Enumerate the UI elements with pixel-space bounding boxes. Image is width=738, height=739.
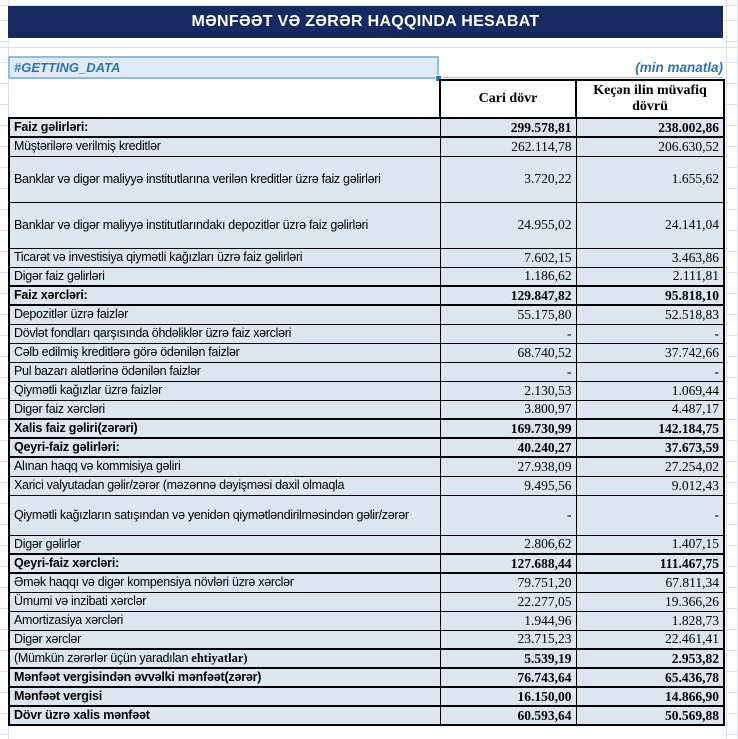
row-label-cell[interactable] (9, 630, 440, 649)
table-row (9, 267, 724, 286)
row-label-cell[interactable] (9, 267, 440, 286)
getting-data-cell[interactable] (8, 56, 439, 79)
table-row (9, 118, 724, 137)
table-row (9, 305, 724, 324)
table-row (9, 611, 724, 630)
row-label-cell[interactable] (9, 687, 440, 706)
previous-period-value-cell[interactable]: 27.254,02 (576, 457, 724, 476)
previous-period-value-cell[interactable]: 67.811,34 (576, 573, 724, 592)
row-label-cell[interactable] (9, 668, 440, 687)
previous-period-value-cell[interactable]: 4.487,17 (576, 400, 724, 419)
unit-note[interactable]: (min manatla) (635, 60, 723, 75)
row-label: Müştərilərə verilmiş kreditlər (14, 139, 161, 154)
row-label-cell[interactable] (9, 476, 440, 495)
row-label-cell[interactable] (9, 649, 440, 668)
previous-period-value-cell[interactable]: 19.366,26 (576, 592, 724, 611)
current-period-value-cell[interactable]: 60.593,64 (440, 706, 576, 725)
row-label: Qiymətli kağızlar üzrə faizlər (14, 383, 162, 397)
table-row (9, 592, 724, 611)
current-period-value-cell[interactable]: 5.539,19 (440, 649, 576, 668)
empty-header-cell[interactable] (9, 80, 440, 118)
row-label-cell[interactable] (9, 381, 440, 400)
gridline-vertical (726, 0, 727, 739)
table-row (9, 156, 724, 202)
report-title: MƏNFƏƏT VƏ ZƏRƏR HAQQINDA HESABAT (191, 13, 540, 30)
current-period-value-cell[interactable]: 299.578,81 (440, 118, 576, 137)
previous-period-value-cell[interactable]: 111.467,75 (576, 554, 724, 573)
row-label-cell[interactable] (9, 137, 440, 156)
table-row (9, 573, 724, 592)
previous-period-value-cell[interactable]: 1.828,73 (576, 611, 724, 630)
table-row (9, 343, 724, 362)
current-period-value-cell[interactable]: 68.740,52 (440, 343, 576, 362)
table-row (9, 400, 724, 419)
row-label: Faiz xərcləri: (14, 288, 88, 302)
row-label: Ümumi və inzibati xərclər (14, 594, 147, 608)
current-period-value-cell[interactable]: 169.730,99 (440, 419, 576, 438)
table-row (9, 668, 724, 687)
row-label-cell[interactable] (9, 495, 440, 535)
row-label: Mənfəət vergisi (14, 689, 103, 703)
row-label-cell[interactable] (9, 343, 440, 362)
current-period-value-cell[interactable]: 55.175,80 (440, 305, 576, 324)
row-label-cell[interactable] (9, 438, 440, 457)
table-row (9, 457, 724, 476)
row-label-cell[interactable] (9, 535, 440, 554)
row-label: Faiz gəlirləri: (14, 120, 89, 134)
column-header-previous-period[interactable]: Keçən ilin müvafiq dövrü (576, 80, 724, 118)
table-row (9, 286, 724, 305)
current-period-value-cell[interactable]: 3.800,97 (440, 400, 576, 419)
row-label-cell[interactable] (9, 118, 440, 137)
row-label-cell[interactable] (9, 592, 440, 611)
previous-period-value-cell[interactable]: 142.184,75 (576, 419, 724, 438)
table-row (9, 495, 724, 535)
row-label: Xarici valyutadan gəlir/zərər (məzənnə dəyişməsi daxil olmaqla (14, 478, 345, 492)
table-row (9, 137, 724, 156)
previous-period-value-cell[interactable]: - (576, 495, 724, 535)
row-label-cell[interactable] (9, 457, 440, 476)
table-row (9, 248, 724, 267)
row-label: Qiymətli kağızların satışından və yenidən qiymətləndirilməsindən gəlir/zərər (14, 507, 409, 522)
table-row (9, 324, 724, 343)
row-label-cell[interactable] (9, 286, 440, 305)
previous-period-value-cell[interactable]: 1.407,15 (576, 535, 724, 554)
row-label: Digər gəlirlər (14, 536, 81, 551)
previous-period-value-cell[interactable]: 3.463,86 (576, 248, 724, 267)
row-label: Alınan haqq və kommisiya gəliri (14, 459, 181, 474)
table-row (9, 687, 724, 706)
table-row (9, 649, 724, 668)
previous-period-value-cell[interactable]: 2.953,82 (576, 649, 724, 668)
row-label-emphasis: ehtiyatlar) (191, 651, 248, 665)
row-label: Depozitlər üzrə faizlər (14, 307, 128, 322)
row-label-cell[interactable] (9, 305, 440, 324)
previous-period-value-cell[interactable]: 37.673,59 (576, 438, 724, 457)
row-label-cell[interactable] (9, 611, 440, 630)
previous-period-value-cell[interactable]: - (576, 324, 724, 343)
table-row (9, 535, 724, 554)
previous-period-value-cell[interactable]: 238.002,86 (576, 118, 724, 137)
row-label-cell[interactable] (9, 573, 440, 592)
current-period-value-cell[interactable]: 2.130,53 (440, 381, 576, 400)
row-label: Ticarət və investisiya qiymətli kağızları üzrə faiz gəlirləri (14, 250, 303, 264)
previous-period-value-cell[interactable]: 65.436,78 (576, 668, 724, 687)
row-label-cell[interactable] (9, 419, 440, 438)
current-period-value-cell[interactable]: 79.751,20 (440, 573, 576, 592)
row-label: Banklar və digər maliyyə institutlarına verilən kreditlər üzrə faiz gəlirləri (14, 171, 381, 186)
table-row (9, 706, 724, 725)
current-period-value-cell[interactable]: 22.277,05 (440, 592, 576, 611)
table-row (9, 202, 724, 248)
row-label-cell[interactable] (9, 248, 440, 267)
left-margin-gridlines (0, 0, 8, 739)
row-label: Cəlb edilmiş kreditlərə görə ödənilən faizlər (14, 345, 240, 359)
row-label-cell[interactable] (9, 156, 440, 202)
current-period-value-cell[interactable]: 16.150,00 (440, 687, 576, 706)
report-title-bar[interactable] (8, 6, 723, 38)
previous-period-value-cell[interactable]: 37.742,66 (576, 343, 724, 362)
previous-period-value-cell[interactable]: 24.141,04 (576, 202, 724, 248)
current-period-value-cell[interactable]: 262.114,78 (440, 137, 576, 156)
previous-period-value-cell[interactable]: 9.012,43 (576, 476, 724, 495)
previous-period-value-cell[interactable]: 206.630,52 (576, 137, 724, 156)
current-period-value-cell[interactable]: 7.602,15 (440, 248, 576, 267)
current-period-value-cell[interactable]: - (440, 495, 576, 535)
row-label-cell[interactable] (9, 706, 440, 725)
previous-period-value-cell[interactable]: 52.518,83 (576, 305, 724, 324)
current-period-value-cell[interactable]: 23.715,23 (440, 630, 576, 649)
current-period-value-cell[interactable]: 27.938,09 (440, 457, 576, 476)
previous-period-value-cell[interactable]: - (576, 362, 724, 381)
current-period-value-cell[interactable]: - (440, 362, 576, 381)
row-label: Digər xərclər (14, 631, 81, 646)
table-row (9, 554, 724, 573)
current-period-value-cell[interactable]: 127.688,44 (440, 554, 576, 573)
row-label: Digər faiz gəlirləri (14, 268, 105, 283)
table-header-row (9, 80, 724, 118)
table-row (9, 630, 724, 649)
current-period-value-cell[interactable]: 40.240,27 (440, 438, 576, 457)
table-row (9, 362, 724, 381)
current-period-value-cell[interactable]: 3.720,22 (440, 156, 576, 202)
row-label: Digər faiz xərcləri (14, 401, 105, 416)
current-period-value-cell[interactable]: 9.495,56 (440, 476, 576, 495)
table-row (9, 419, 724, 438)
row-label: Dövr üzrə xalis mənfəət (14, 708, 150, 722)
row-label: Dövlət fondları qarşısında öhdəliklər üzrə faiz xərcləri (14, 326, 292, 340)
previous-period-value-cell[interactable]: 1.655,62 (576, 156, 724, 202)
column-header-current-period[interactable]: Cari dövr (440, 80, 576, 118)
row-label: (Mümkün zərərlər üçün yaradılan (14, 651, 192, 665)
current-period-value-cell[interactable]: 2.806,62 (440, 535, 576, 554)
row-label: Xalis faiz gəliri(zərəri) (14, 421, 138, 435)
table-row (9, 438, 724, 457)
row-label-cell[interactable] (9, 202, 440, 248)
gridline-horizontal (0, 47, 738, 48)
profit-loss-table (8, 79, 725, 726)
row-label: Əmək haqqı və digər kompensiya növləri üzrə xərclər (14, 575, 294, 590)
row-label-cell[interactable] (9, 324, 440, 343)
previous-period-value-cell[interactable]: 14.866,90 (576, 687, 724, 706)
row-label: Banklar və digər maliyyə institutlarındakı depozitlər üzrə faiz gəlirləri (14, 217, 368, 232)
row-label: Qeyri-faiz xərcləri: (14, 556, 120, 570)
previous-period-value-cell[interactable]: 2.111,81 (576, 267, 724, 286)
previous-period-value-cell[interactable]: 95.818,10 (576, 286, 724, 305)
previous-period-value-cell[interactable]: 1.069,44 (576, 381, 724, 400)
current-period-value-cell[interactable]: - (440, 324, 576, 343)
row-label: Amortizasiya xərcləri (14, 613, 124, 627)
row-label: Pul bazarı alətlərinə ödənilən faizlər (14, 364, 201, 378)
row-label: Mənfəət vergisindən əvvəlki mənfəət(zərər) (14, 670, 262, 684)
previous-period-value-cell[interactable]: 50.569,88 (576, 706, 724, 725)
row-label-cell[interactable] (9, 400, 440, 419)
current-period-value-cell[interactable]: 1.944,96 (440, 611, 576, 630)
previous-period-value-cell[interactable]: 22.461,41 (576, 630, 724, 649)
current-period-value-cell[interactable]: 24.955,02 (440, 202, 576, 248)
current-period-value-cell[interactable]: 76.743,64 (440, 668, 576, 687)
table-row (9, 476, 724, 495)
row-label: Qeyri-faiz gəlirləri: (14, 440, 120, 454)
current-period-value-cell[interactable]: 129.847,82 (440, 286, 576, 305)
getting-data-text: #GETTING_DATA (14, 60, 121, 75)
row-label-cell[interactable] (9, 362, 440, 381)
row-label-cell[interactable] (9, 554, 440, 573)
table-row (9, 381, 724, 400)
current-period-value-cell[interactable]: 1.186,62 (440, 267, 576, 286)
